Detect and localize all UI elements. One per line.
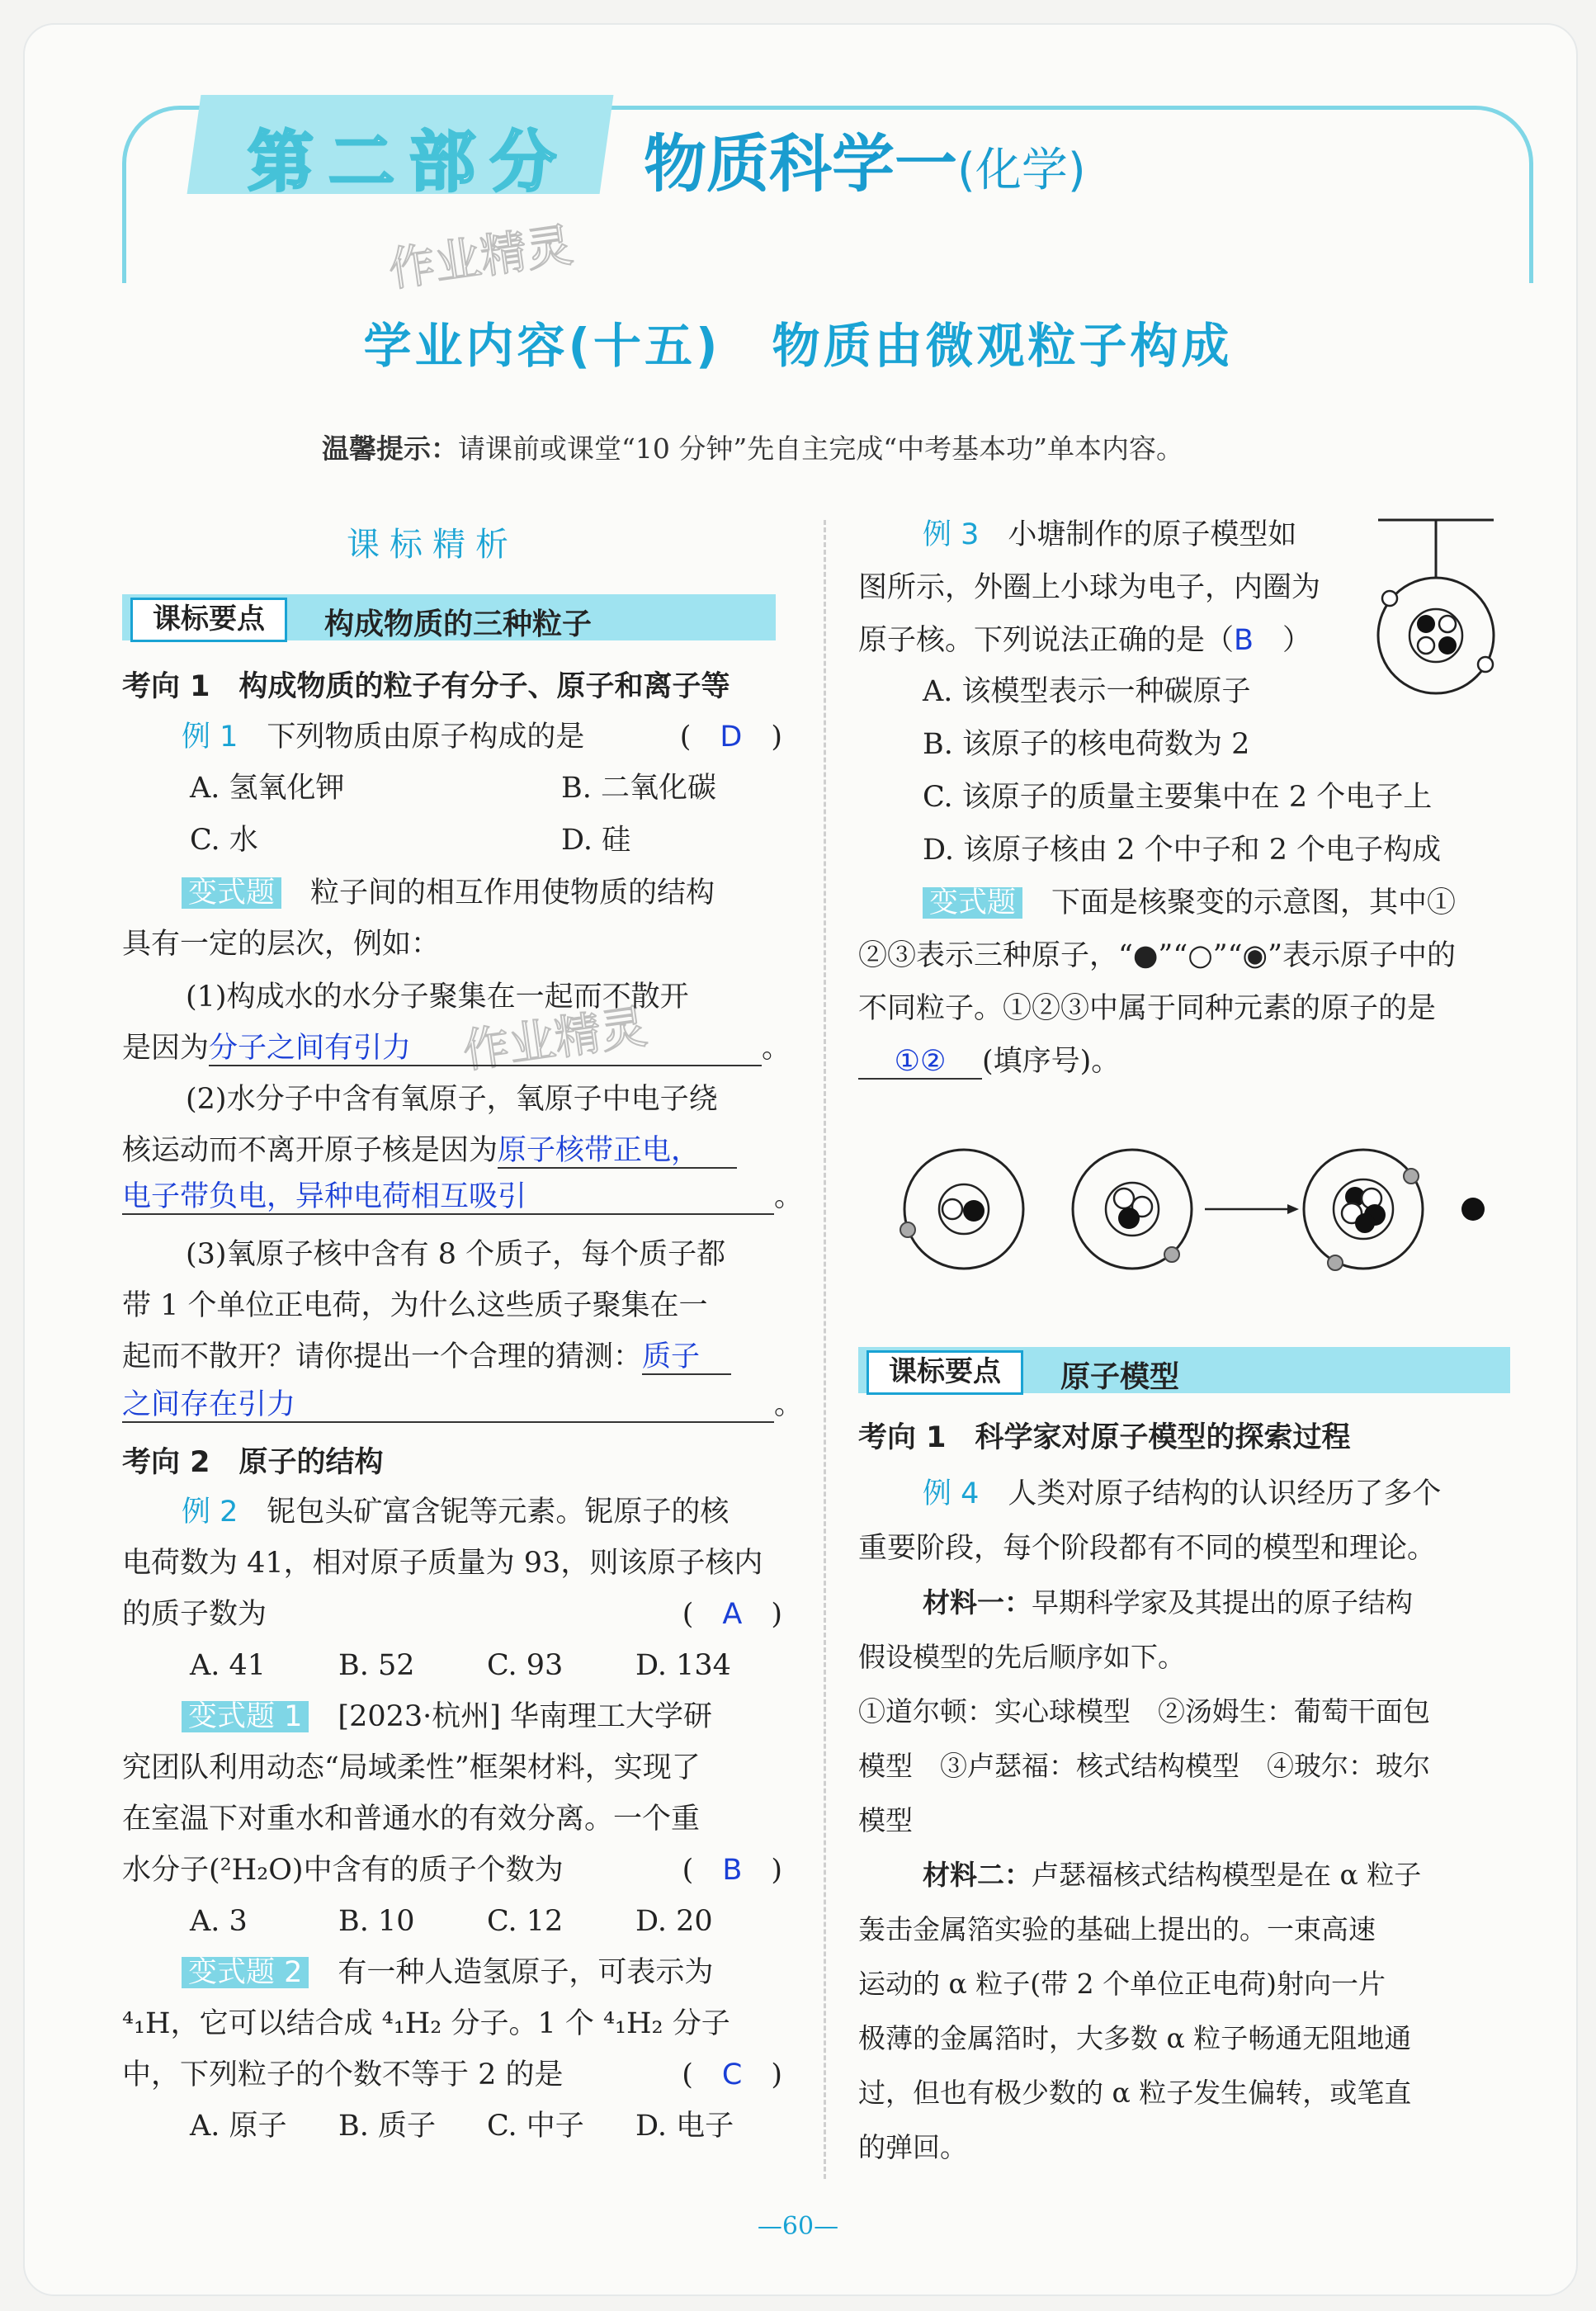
m2-line2: 轰击金属箔实验的基础上提出的。一束高速 — [858, 1913, 1376, 1945]
ex3-option-a: A. 该模型表示一种碳原子 — [923, 675, 1251, 708]
page-number: —60— — [757, 2212, 839, 2241]
ex3-option-d: D. 该原子核由 2 个中子和 2 个电子构成 — [923, 834, 1442, 867]
ex1-option-a: A. 氢氧化钾 — [190, 772, 345, 805]
neutron — [942, 1199, 962, 1219]
q1-line: (1)构成水的水分子聚集在一起而不散开 — [186, 981, 689, 1014]
proton — [1438, 636, 1457, 655]
var2-line4: 水分子(²H₂O)中含有的质子个数为 ( B ) — [122, 1854, 782, 1887]
electron — [1478, 657, 1493, 672]
electron — [1328, 1255, 1343, 1270]
q3-answer-line: 起而不散开？请你提出一个合理的猜测：质子 — [122, 1340, 731, 1375]
m2-line6: 的弹回。 — [858, 2131, 967, 2163]
q3-answer-line2: 之间存在引力 。 — [122, 1388, 804, 1421]
atom-3-orbit — [1304, 1150, 1423, 1269]
ex2-line2: 电荷数为 41，相对原子质量为 93，则该原子核内 — [122, 1547, 763, 1580]
variant-fusion: 变式题 下面是核聚变的示意图，其中① — [923, 886, 1456, 919]
material-2: 材料二：卢瑟福核式结构模型是在 α 粒子 — [923, 1859, 1422, 1891]
q3-line1: (3)氧原子核中含有 8 个质子，每个质子都 — [186, 1238, 726, 1271]
var4-answer-line: ①② (填序号)。 — [858, 1045, 1120, 1080]
example-2: 例 2 铌包头矿富含铌等元素。铌原子的核 — [182, 1496, 730, 1529]
watermark-logo: 作业精灵 — [460, 1000, 651, 1080]
electron — [1404, 1169, 1419, 1184]
m2-line3: 运动的 α 粒子(带 2 个单位正电荷)射向一片 — [858, 1968, 1386, 2000]
ex3-line3: 原子核。下列说法正确的是（B ） — [858, 624, 1312, 657]
variant-1: 变式题 1 [2023·杭州] 华南理工大学研 — [182, 1700, 712, 1733]
var3-option-a: A. 原子 — [190, 2110, 287, 2143]
q2-line: (2)水分子中含有氧原子，氧原子中电子绕 — [186, 1083, 718, 1116]
neutron — [1114, 1189, 1134, 1208]
m1-line2: 假设模型的先后顺序如下。 — [858, 1641, 1185, 1673]
variant-text: 具有一定的层次，例如： — [122, 928, 441, 961]
var2-option-c: C. 12 — [487, 1905, 564, 1938]
var3-line2: ⁴₁H，它可以结合成 ⁴₁H₂ 分子。1 个 ⁴₁H₂ 分子 — [122, 2007, 730, 2040]
ex3-option-c: C. 该原子的质量主要集中在 2 个电子上 — [923, 781, 1433, 814]
kaoxiang-1-right: 考向 1 科学家对原子模型的探索过程 — [858, 1421, 1351, 1454]
banner-atom-model: 课标要点 原子模型 — [858, 1347, 1510, 1393]
material-1: 材料一：早期科学家及其提出的原子结构 — [923, 1586, 1413, 1619]
ex3-line2: 图所示，外圈上小球为电子，内圈为 — [858, 571, 1321, 604]
example-1: 例 1 下列物质由原子构成的是 ( D ) — [182, 721, 782, 754]
tip-text: 温馨提示：请课前或课堂“10 分钟”先自主完成“中考基本功”单本内容。 — [322, 432, 1183, 465]
nucleus-ring — [1409, 609, 1462, 662]
m1-line4: 模型 ③卢瑟福：核式结构模型 ④玻尔：玻尔 — [858, 1750, 1430, 1782]
ex3-option-b: B. 该原子的核电荷数为 2 — [923, 728, 1250, 761]
example-3: 例 3 小塘制作的原子模型如 — [923, 518, 1297, 551]
fusion-diagram — [883, 1131, 1510, 1312]
section-title: 课标精析 — [347, 526, 518, 564]
neutron — [1418, 637, 1434, 654]
m2-line4: 极薄的金属箔时，大多数 α 粒子畅通无阻地通 — [858, 2022, 1412, 2054]
var3-option-d: D. 电子 — [635, 2110, 734, 2143]
variant-2: 变式题 2 有一种人造氢原子，可表示为 — [182, 1956, 713, 1989]
proton — [1417, 615, 1435, 633]
var4-line3: 不同粒子。①②③中属于同种元素的原子的是 — [858, 992, 1437, 1025]
example-4: 例 4 人类对原子结构的认识经历了多个 — [923, 1477, 1442, 1510]
var3-option-b: B. 质子 — [338, 2110, 436, 2143]
var3-line3: 中，下列粒子的个数不等于 2 的是 ( C ) — [122, 2058, 782, 2091]
var2-option-d: D. 20 — [635, 1905, 713, 1938]
ex2-option-d: D. 134 — [635, 1649, 731, 1682]
var3-option-c: C. 中子 — [487, 2110, 584, 2143]
arrow-head — [1287, 1204, 1299, 1214]
electron — [1164, 1247, 1179, 1262]
neutron — [1439, 616, 1456, 632]
var4-line2: ②③表示三种原子，“●”“○”“◉”表示原子中的 — [858, 939, 1456, 972]
ex1-option-b: B. 二氧化碳 — [561, 772, 716, 805]
watermark-logo: 作业精灵 — [385, 218, 577, 298]
proton — [963, 1200, 985, 1222]
ex2-option-c: C. 93 — [487, 1649, 564, 1682]
ex1-option-c: C. 水 — [190, 824, 258, 857]
variant-question: 变式题 粒子间的相互作用使物质的结构 — [182, 877, 715, 910]
atom-model-diagram — [1362, 512, 1510, 710]
column-divider — [824, 520, 826, 2179]
var2-option-b: B. 10 — [338, 1905, 415, 1938]
q2-answer-line2: 电子带负电，异种电荷相互吸引 。 — [122, 1180, 804, 1213]
kaoxiang-2: 考向 2 原子的结构 — [122, 1446, 384, 1479]
m2-line5: 过，但也有极少数的 α 粒子发生偏转，或笔直 — [858, 2077, 1412, 2109]
q1-answer-line: 是因为分子之间有引力 。 — [122, 1032, 791, 1065]
var2-line3: 在室温下对重水和普通水的有效分离。一个重 — [122, 1803, 701, 1836]
free-neutron — [1461, 1198, 1485, 1221]
q3-line2: 带 1 个单位正电荷，为什么这些质子聚集在一 — [122, 1289, 708, 1322]
ex4-line2: 重要阶段，每个阶段都有不同的模型和理论。 — [858, 1532, 1437, 1565]
part-label: 第二部分 — [248, 124, 571, 201]
ex1-option-d: D. 硅 — [561, 824, 631, 857]
var2-line2: 究团队利用动态“局域柔性”框架材料，实现了 — [122, 1751, 701, 1784]
m1-line5: 模型 — [858, 1804, 913, 1836]
q2-answer-line: 核运动而不离开原子核是因为原子核带正电， — [122, 1134, 737, 1169]
electron — [900, 1222, 915, 1237]
ex2-line3: 的质子数为 ( A ) — [122, 1598, 782, 1631]
ex2-option-b: B. 52 — [338, 1649, 415, 1682]
proton — [1118, 1207, 1140, 1229]
banner-three-particles: 课标要点 构成物质的三种粒子 — [122, 594, 776, 640]
electron — [1382, 591, 1397, 606]
var2-option-a: A. 3 — [190, 1905, 248, 1938]
subject-title: 物质科学一(化学) — [644, 127, 1086, 201]
kaoxiang-1: 考向 1 构成物质的粒子有分子、原子和离子等 — [122, 670, 730, 703]
lesson-title: 学业内容(十五) 物质由微观粒子构成 — [363, 318, 1233, 374]
ex2-option-a: A. 41 — [190, 1649, 267, 1682]
m1-line3: ①道尔顿：实心球模型 ②汤姆生：葡萄干面包 — [858, 1695, 1430, 1727]
proton — [1355, 1213, 1375, 1233]
